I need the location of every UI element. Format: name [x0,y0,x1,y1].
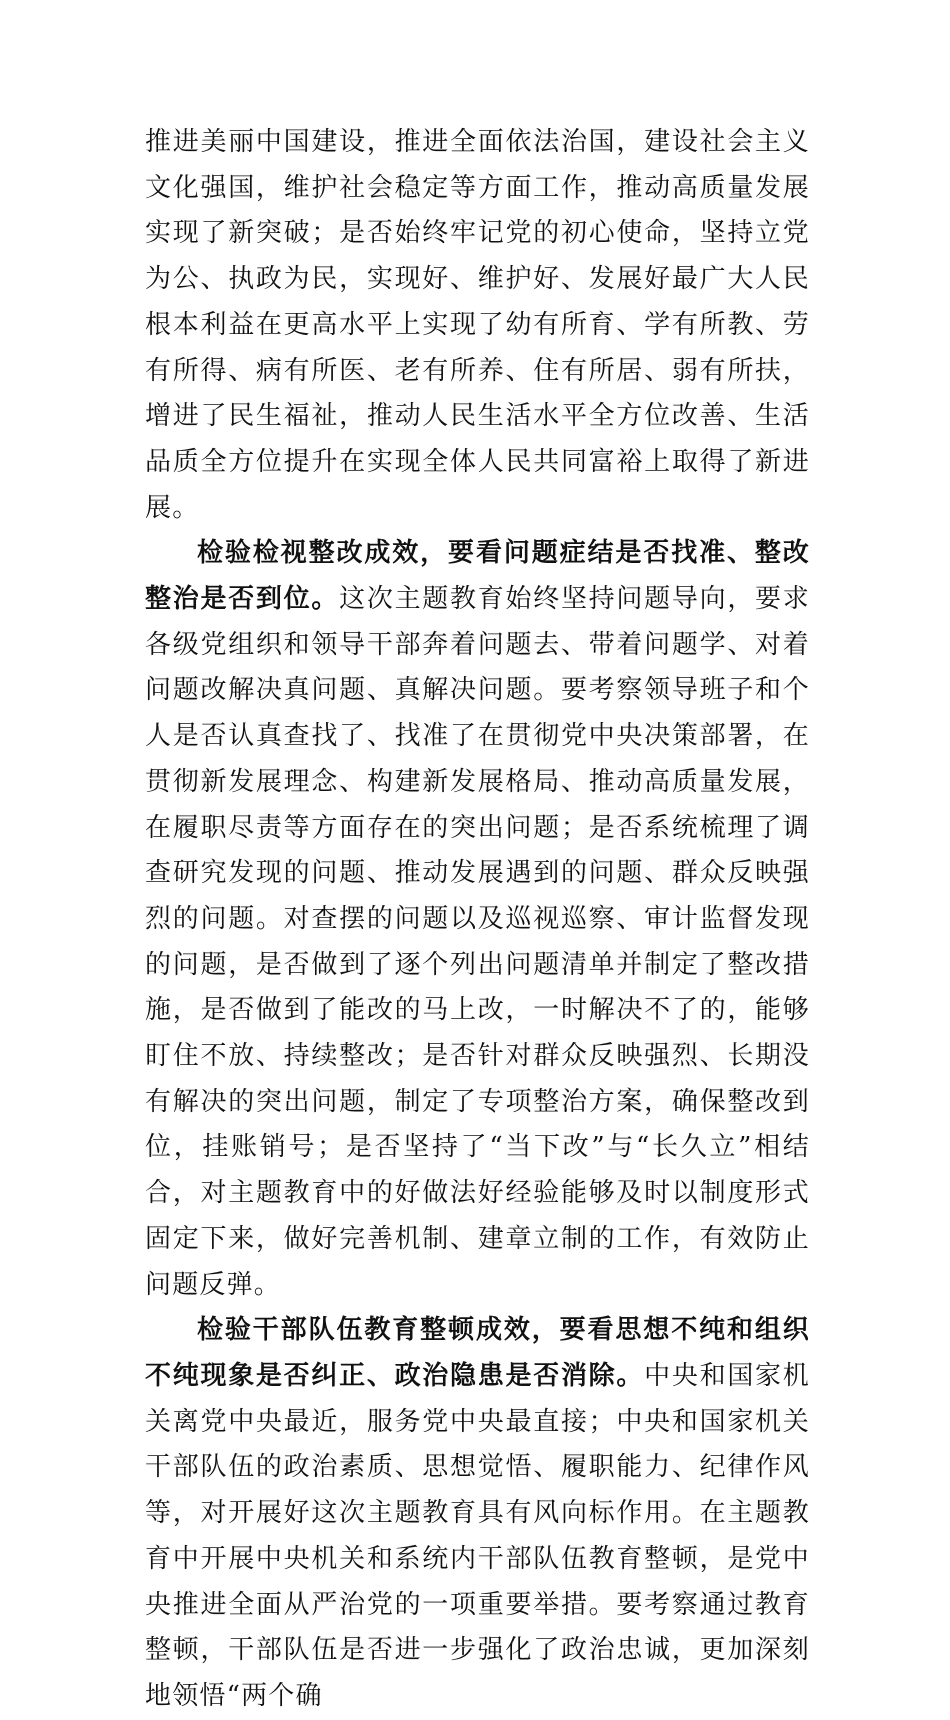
paragraph-cadre-rectification [145,1308,810,1719]
paragraph-text: 推进美丽中国建设，推进全面依法治国，建设社会主义文化强国，维护社会稳定等方面工作，推动高质量发展实现了新突破；是否始终牢记党的初心使命，坚持立党为公、执政为民，实现好、维护好、发展好最广大人民根本利益在更高水平上实现了幼有所育、学有所教、劳有所得、病有所医、老有所养、住有所居、弱有所扶，增进了民生福祉，推动人民生活水平全方位改善、生活品质全方位提升在实现全体人民共同富裕上取得了新进展。 [145,127,810,523]
paragraph-text: 中央和国家机关离党中央最近，服务党中央最直接；中央和国家机关干部队伍的政治素质、思想觉悟、履职能力、纪律作风等，对开展好这次主题教育具有风向标作用。在主题教育中开展中央机关和系统内干部队伍教育整顿，是党中央推进全面从严治党的一项重要举措。要考察通过教育整顿，干部队伍是否进一步强化了政治忠诚，更加深刻地领悟“两个确 [145,1360,810,1711]
paragraph-continuation [145,120,810,531]
paragraph-lead-bold: 检验干部队伍教育整顿成效，要看思想不纯和组织不纯现象是否纠正、政治隐患是否消除。 [145,1315,810,1391]
paragraph-text: 这次主题教育始终坚持问题导向，要求各级党组织和领导干部奔着问题去、带着问题学、对着问题改解决真问题、真解决问题。要考察领导班子和个人是否认真查找了、找准了在贯彻党中央决策部署，在贯彻新发展理念、构建新发展格局、推动高质量发展，在履职尽责等方面存在的突出问题；是否系统梳理了调查研究发现的问题、推动发展遇到的问题、群众反映强烈的问题。对查摆的问题以及巡视巡察、审计监督发现的问题，是否做到了逐个列出问题清单并制定了整改措施，是否做到了能改的马上改，一时解决不了的，能够盯住不放、持续整改；是否针对群众反映强烈、长期没有解决的突出问题，制定了专项整治方案，确保整改到位，挂账销号；是否坚持了“当下改”与“长久立”相结合，对主题教育中的好做法好经验能够及时以制度形式固定下来，做好完善机制、建章立制的工作，有效防止问题反弹。 [145,584,810,1300]
document-body [145,120,810,1720]
paragraph-lead-bold: 检验检视整改成效，要看问题症结是否找准、整改整治是否到位。 [145,538,810,615]
paragraph-rectification [145,531,810,1308]
